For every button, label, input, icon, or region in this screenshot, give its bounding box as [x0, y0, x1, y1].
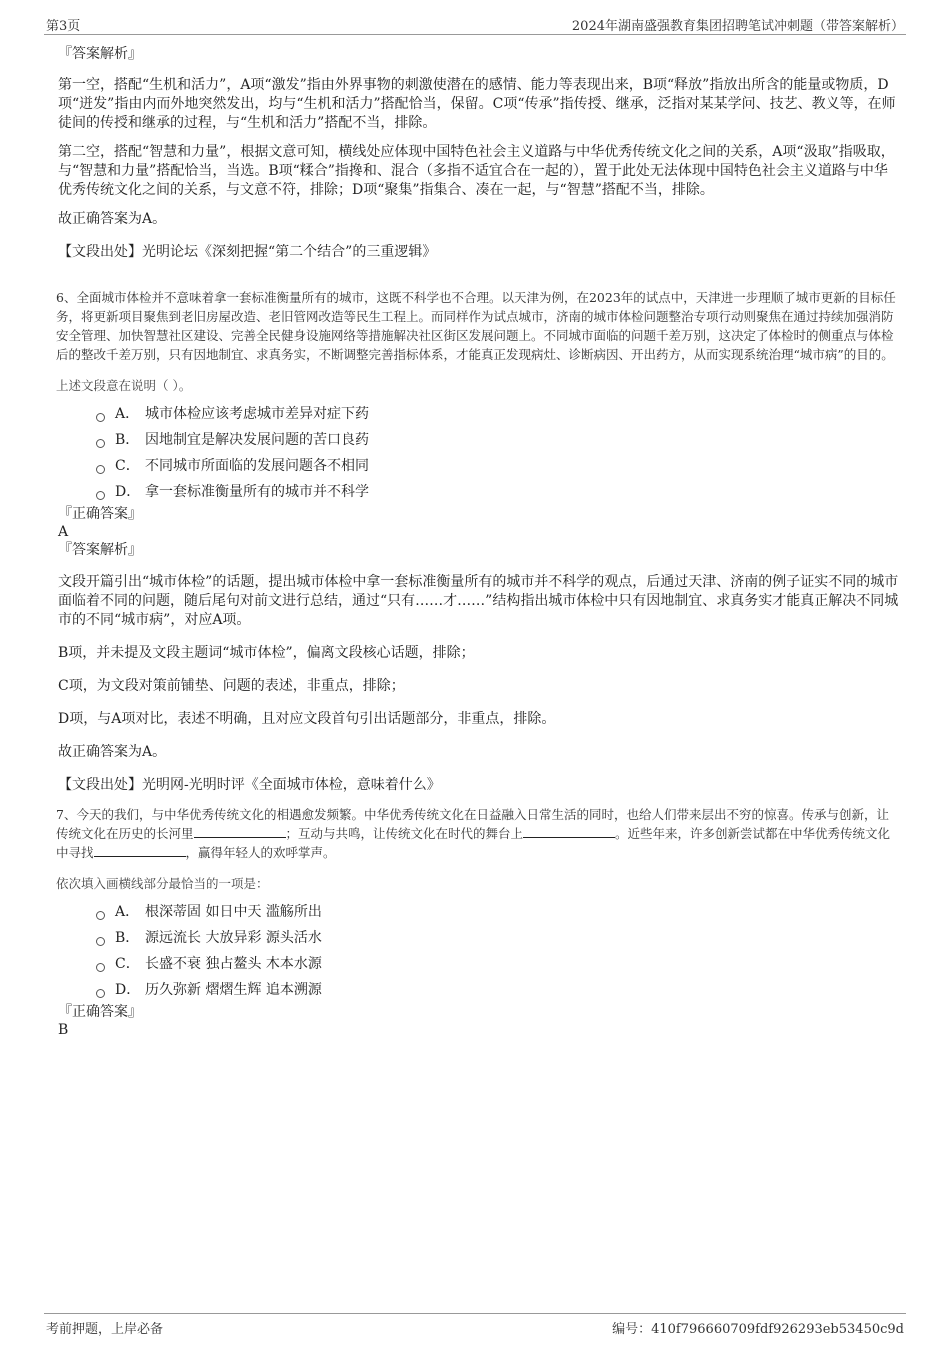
option-b[interactable]: B． 源远流长 大放异彩 源头活水	[96, 925, 901, 951]
page-header	[44, 12, 906, 35]
answer-value: B	[58, 1022, 69, 1038]
footer-slogan: 考前押题，上岸必备	[46, 1322, 164, 1337]
option-d[interactable]: D． 历久弥新 熠熠生辉 追本溯源	[96, 977, 901, 1003]
final-answer-text: 故正确答案为A。	[58, 211, 167, 227]
option-c[interactable]: C． 长盛不衰 独占鳌头 木本水源	[96, 951, 901, 977]
question-stem: 6、全面城市体检并不意味着拿一套标准衡量所有的城市，这既不科学也不合理。以天津为例，在2023年的试点中，天津进一步理顺了城市更新的目标任务，将更新项目聚焦到老旧房屋改造、老旧管网改造等民生工程上。而同样作为试点城市，济南的城市体检问题整治专项行动则聚焦在通过持续加强消防安全管理、加快智慧社区建设、完善全民健身设施网络等措施解决社区街区发展问题上。不同城市面临的问题千差万别，这决定了体检时的侧重点与体检后的整改千差万别，只有因地制宜、求真务实，不断调整完善指标体系，才能真正发现病灶、诊断病因、开出药方，从而实现系统治理“城市病”的目的。	[56, 290, 896, 362]
option-b[interactable]: B． 因地制宜是解决发展问题的苦口良药	[96, 427, 901, 453]
analysis-marker: 『答案解析』	[58, 46, 142, 62]
question-stem: 7、今天的我们，与中华优秀传统文化的相遇愈发频繁。中华优秀传统文化在日益融入日常生活的同时，也给人们带来层出不穷的惊喜。传承与创新，让传统文化在历史的长河里 ；互动与共鸣，让传统文化在时代的舞台上 。近些年来，许多创新尝试都在中华优秀传统文化中寻找 ，赢得年轻人的欢呼掌声。	[56, 807, 891, 860]
radio-icon[interactable]	[96, 911, 105, 920]
page-number: 第3页	[46, 19, 81, 34]
fill-blank	[194, 825, 286, 838]
analysis-paragraph: C项，为文段对策前铺垫、问题的表述，非重点，排除；	[58, 678, 405, 694]
source-citation: 【文段出处】光明网-光明时评《全面城市体检，意味着什么》	[58, 777, 441, 793]
option-c[interactable]: C． 不同城市所面临的发展问题各不相同	[96, 453, 901, 479]
page-footer	[44, 1313, 906, 1338]
radio-icon[interactable]	[96, 937, 105, 946]
final-answer-text: 故正确答案为A。	[58, 744, 167, 760]
answer-marker: 『正确答案』	[58, 1004, 142, 1020]
question-prompt: 上述文段意在说明（ ）。	[56, 378, 192, 393]
option-d[interactable]: D． 拿一套标准衡量所有的城市并不科学	[96, 479, 901, 505]
fill-blank	[94, 844, 186, 857]
answer-value: A	[58, 524, 69, 540]
option-a[interactable]: A． 根深蒂固 如日中天 滥觞所出	[96, 899, 901, 925]
answer-marker: 『正确答案』	[58, 506, 142, 522]
radio-icon[interactable]	[96, 465, 105, 474]
option-a[interactable]: A． 城市体检应该考虑城市差异对症下药	[96, 401, 901, 427]
options-list	[96, 401, 901, 505]
options-list	[96, 899, 901, 1003]
document-title: 2024年湖南盛强教育集团招聘笔试冲刺题（带答案解析）	[571, 19, 904, 34]
analysis-paragraph: B项，并未提及文段主题词“城市体检”，偏离文段核心话题，排除；	[58, 645, 475, 661]
question-prompt: 依次填入画横线部分最恰当的一项是：	[56, 876, 269, 891]
fill-blank	[523, 825, 615, 838]
source-citation: 【文段出处】光明论坛《深刻把握“第二个结合”的三重逻辑》	[58, 244, 437, 260]
radio-icon[interactable]	[96, 439, 105, 448]
radio-icon[interactable]	[96, 963, 105, 972]
analysis-paragraph: 第二空，搭配“智慧和力量”，根据文意可知，横线处应体现中国特色社会主义道路与中华优秀传统文化之间的关系，A项“汲取”指吸取，与“智慧和力量”搭配恰当，当选。B项“糅合”指搀和、混合（多指不适宜合在一起的），置于此处无法体现中国特色社会主义道路与中华优秀传统文化之间的关系，与文意不符，排除；D项“聚集”指集合、凑在一起，与“智慧”搭配不当，排除。	[58, 144, 895, 198]
radio-icon[interactable]	[96, 989, 105, 998]
radio-icon[interactable]	[96, 413, 105, 422]
analysis-paragraph: D项，与A项对比，表述不明确，且对应文段首句引出话题部分，非重点，排除。	[58, 711, 556, 727]
page-content	[56, 44, 901, 1039]
analysis-paragraph: 文段开篇引出“城市体检”的话题，提出城市体检中拿一套标准衡量所有的城市并不科学的观点，后通过天津、济南的例子证实不同的城市面临着不同的问题，随后尾句对前文进行总结，通过“只有……才……”结构指出城市体检中只有因地制宜、求真务实才能真正解决不同城市的不同“城市病”，对应A项。	[58, 574, 899, 628]
analysis-paragraph: 第一空，搭配“生机和活力”，A项“激发”指由外界事物的刺激使潜在的感情、能力等表现出来，B项“释放”指放出所含的能量或物质，D项“迸发”指由内而外地突然发出，均与“生机和活力”搭配恰当，保留。C项“传承”指传授、继承，泛指对某某学问、技艺、教义等，在师徒间的传授和继承的过程，与“生机和活力”搭配不当，排除。	[58, 77, 896, 131]
analysis-marker: 『答案解析』	[58, 542, 142, 558]
document-id: 编号：410f796660709fdf926293eb53450c9d	[612, 1322, 904, 1337]
radio-icon[interactable]	[96, 491, 105, 500]
